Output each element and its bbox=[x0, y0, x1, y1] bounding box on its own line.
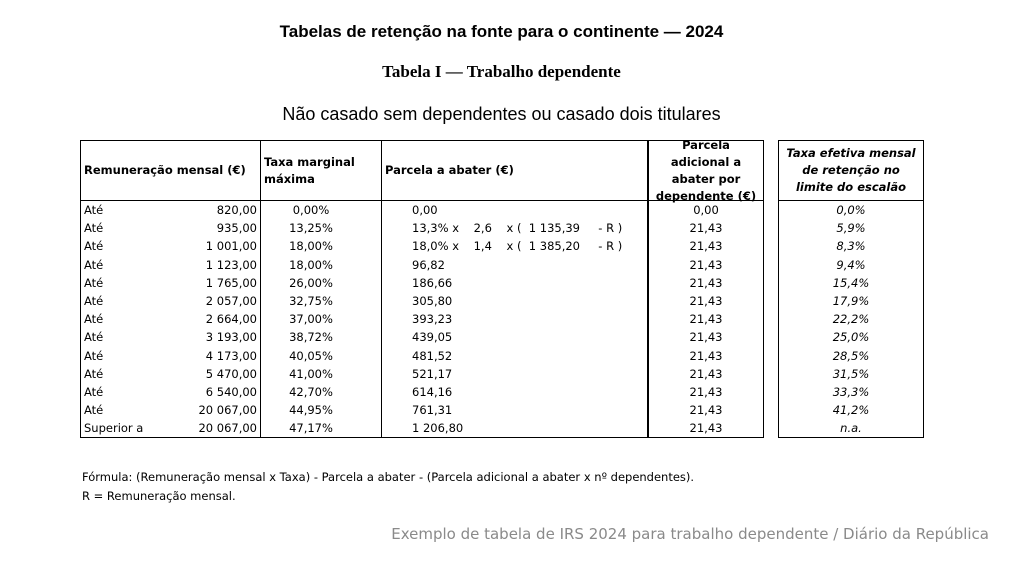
taxa-efetiva-cell: 8,3% bbox=[836, 239, 866, 254]
remuneracao-value: 1 765,00 bbox=[205, 275, 257, 290]
table-body bbox=[649, 201, 763, 437]
taxa-efetiva-cell: 17,9% bbox=[832, 294, 870, 309]
taxa-marginal-cell: 18,00% bbox=[261, 256, 382, 274]
taxa-efetiva-cell: 15,4% bbox=[832, 275, 870, 290]
taxa-marginal-cell: 13,25% bbox=[261, 219, 382, 237]
remuneracao-value: 4 173,00 bbox=[205, 348, 257, 363]
table-body bbox=[779, 201, 923, 437]
table-row bbox=[81, 419, 647, 437]
header-remuneracao: Remuneração mensal (€) bbox=[81, 141, 261, 200]
remuneracao-cell bbox=[81, 328, 261, 346]
parcela-adicional-cell: 21,43 bbox=[689, 221, 723, 236]
table-row bbox=[81, 201, 647, 219]
taxa-marginal-cell: 47,17% bbox=[261, 419, 382, 437]
formula-note: Fórmula: (Remuneração mensal x Taxa) - Parcela a abater - (Parcela adicional a abater x nº dependentes). bbox=[82, 470, 695, 484]
limit-label: Até bbox=[84, 221, 104, 236]
remuneracao-cell bbox=[81, 365, 261, 383]
effective-rate-column bbox=[778, 140, 924, 438]
remuneracao-cell bbox=[81, 256, 261, 274]
parcela-adicional-cell: 21,43 bbox=[689, 294, 723, 309]
taxa-marginal-cell: 41,00% bbox=[261, 365, 382, 383]
taxa-marginal-cell: 38,72% bbox=[261, 328, 382, 346]
remuneracao-value: 1 001,00 bbox=[205, 239, 257, 254]
remuneracao-value: 2 057,00 bbox=[205, 294, 257, 309]
table-row bbox=[81, 401, 647, 419]
remuneracao-value: 20 067,00 bbox=[198, 403, 257, 418]
table-body bbox=[81, 201, 647, 437]
remuneracao-cell bbox=[81, 292, 261, 310]
limit-label: Até bbox=[84, 312, 104, 327]
remuneracao-cell bbox=[81, 219, 261, 237]
taxa-marginal-cell: 40,05% bbox=[261, 347, 382, 365]
table-header bbox=[81, 141, 647, 201]
taxa-marginal-cell: 37,00% bbox=[261, 310, 382, 328]
remuneracao-cell bbox=[81, 310, 261, 328]
parcela-cell: 439,05 bbox=[412, 330, 453, 345]
limit-label: Até bbox=[84, 239, 104, 254]
parcela-cell: 481,52 bbox=[412, 348, 453, 363]
parcela-cell: 761,31 bbox=[412, 403, 453, 418]
table-row bbox=[81, 328, 647, 346]
remuneracao-cell bbox=[81, 347, 261, 365]
parcela-adicional-cell: 21,43 bbox=[689, 366, 723, 381]
withholding-table bbox=[80, 140, 648, 438]
taxa-marginal-cell: 0,00% bbox=[261, 201, 382, 219]
page-title: Tabelas de retenção na fonte para o continente — 2024 bbox=[279, 22, 724, 41]
table-row bbox=[81, 292, 647, 310]
parcela-adicional-cell: 21,43 bbox=[689, 312, 723, 327]
parcela-adicional-cell: 21,43 bbox=[689, 275, 723, 290]
parcela-adicional-cell: 21,43 bbox=[689, 421, 723, 436]
table-row bbox=[81, 365, 647, 383]
taxa-efetiva-cell: 31,5% bbox=[832, 366, 870, 381]
remuneracao-cell bbox=[81, 383, 261, 401]
remuneracao-cell bbox=[81, 401, 261, 419]
remuneracao-value: 2 664,00 bbox=[205, 312, 257, 327]
taxa-efetiva-cell: 28,5% bbox=[832, 348, 870, 363]
r-note: R = Remuneração mensal. bbox=[82, 489, 236, 503]
taxa-efetiva-cell: n.a. bbox=[840, 421, 862, 436]
taxa-marginal-cell: 44,95% bbox=[261, 401, 382, 419]
remuneracao-cell bbox=[81, 201, 261, 219]
remuneracao-cell bbox=[81, 237, 261, 255]
table-row bbox=[81, 274, 647, 292]
remuneracao-value: 5 470,00 bbox=[205, 366, 257, 381]
taxa-marginal-cell: 18,00% bbox=[261, 237, 382, 255]
parcela-cell: 614,16 bbox=[412, 384, 453, 399]
table-subtitle: Não casado sem dependentes ou casado dois titulares bbox=[282, 104, 721, 124]
table-row bbox=[81, 383, 647, 401]
additional-deduction-column bbox=[648, 137, 764, 438]
limit-label: Superior a bbox=[84, 421, 144, 436]
taxa-marginal-cell: 32,75% bbox=[261, 292, 382, 310]
limit-label: Até bbox=[84, 330, 104, 345]
parcela-adicional-cell: 21,43 bbox=[689, 257, 723, 272]
taxa-efetiva-cell: 0,0% bbox=[836, 203, 866, 218]
taxa-marginal-cell: 26,00% bbox=[261, 274, 382, 292]
limit-label: Até bbox=[84, 203, 104, 218]
parcela-cell: 0,00 bbox=[412, 203, 438, 218]
taxa-efetiva-cell: 41,2% bbox=[832, 403, 870, 418]
limit-label: Até bbox=[84, 257, 104, 272]
table-header bbox=[649, 137, 763, 203]
remuneracao-value: 20 067,00 bbox=[198, 421, 257, 436]
parcela-adicional-cell: 21,43 bbox=[689, 330, 723, 345]
limit-label: Até bbox=[84, 384, 104, 399]
parcela-adicional-cell: 21,43 bbox=[689, 239, 723, 254]
parcela-cell: 18,0% x 1,4 x ( 1 385,20 - R ) bbox=[412, 239, 623, 254]
table-header bbox=[779, 141, 923, 201]
remuneracao-value: 3 193,00 bbox=[205, 330, 257, 345]
parcela-cell: 305,80 bbox=[412, 294, 453, 309]
table-row bbox=[81, 219, 647, 237]
taxa-efetiva-cell: 5,9% bbox=[836, 221, 866, 236]
table-row bbox=[81, 347, 647, 365]
table-row bbox=[81, 256, 647, 274]
limit-label: Até bbox=[84, 403, 104, 418]
parcela-cell: 1 206,80 bbox=[412, 421, 464, 436]
limit-label: Até bbox=[84, 348, 104, 363]
header-taxa-marginal: Taxa marginal máxima bbox=[261, 141, 382, 200]
parcela-cell: 186,66 bbox=[412, 275, 453, 290]
remuneracao-value: 1 123,00 bbox=[205, 257, 257, 272]
limit-label: Até bbox=[84, 366, 104, 381]
remuneracao-value: 820,00 bbox=[216, 203, 257, 218]
parcela-adicional-cell: 0,00 bbox=[693, 203, 719, 218]
header-taxa-efetiva: Taxa efetiva mensal de retenção no limite do escalão bbox=[786, 146, 916, 194]
parcela-cell: 521,17 bbox=[412, 366, 453, 381]
taxa-efetiva-cell: 25,0% bbox=[832, 330, 870, 345]
table-row bbox=[81, 310, 647, 328]
parcela-cell: 13,3% x 2,6 x ( 1 135,39 - R ) bbox=[412, 221, 623, 236]
image-caption: Exemplo de tabela de IRS 2024 para trabalho dependente / Diário da República bbox=[391, 525, 989, 543]
remuneracao-value: 6 540,00 bbox=[205, 384, 257, 399]
table-title: Tabela I — Trabalho dependente bbox=[382, 62, 621, 81]
taxa-efetiva-cell: 33,3% bbox=[832, 384, 870, 399]
parcela-cell: 96,82 bbox=[412, 257, 445, 272]
remuneracao-cell bbox=[81, 419, 261, 437]
taxa-efetiva-cell: 22,2% bbox=[832, 312, 870, 327]
table-row bbox=[81, 237, 647, 255]
parcela-adicional-cell: 21,43 bbox=[689, 384, 723, 399]
limit-label: Até bbox=[84, 275, 104, 290]
taxa-efetiva-cell: 9,4% bbox=[836, 257, 866, 272]
remuneracao-value: 935,00 bbox=[216, 221, 257, 236]
parcela-adicional-cell: 21,43 bbox=[689, 403, 723, 418]
parcela-cell: 393,23 bbox=[412, 312, 453, 327]
header-parcela-adicional: Parcela adicional a abater por dependente (€) bbox=[655, 137, 757, 203]
taxa-marginal-cell: 42,70% bbox=[261, 383, 382, 401]
parcela-adicional-cell: 21,43 bbox=[689, 348, 723, 363]
header-parcela: Parcela a abater (€) bbox=[385, 163, 514, 177]
remuneracao-cell bbox=[81, 274, 261, 292]
limit-label: Até bbox=[84, 294, 104, 309]
